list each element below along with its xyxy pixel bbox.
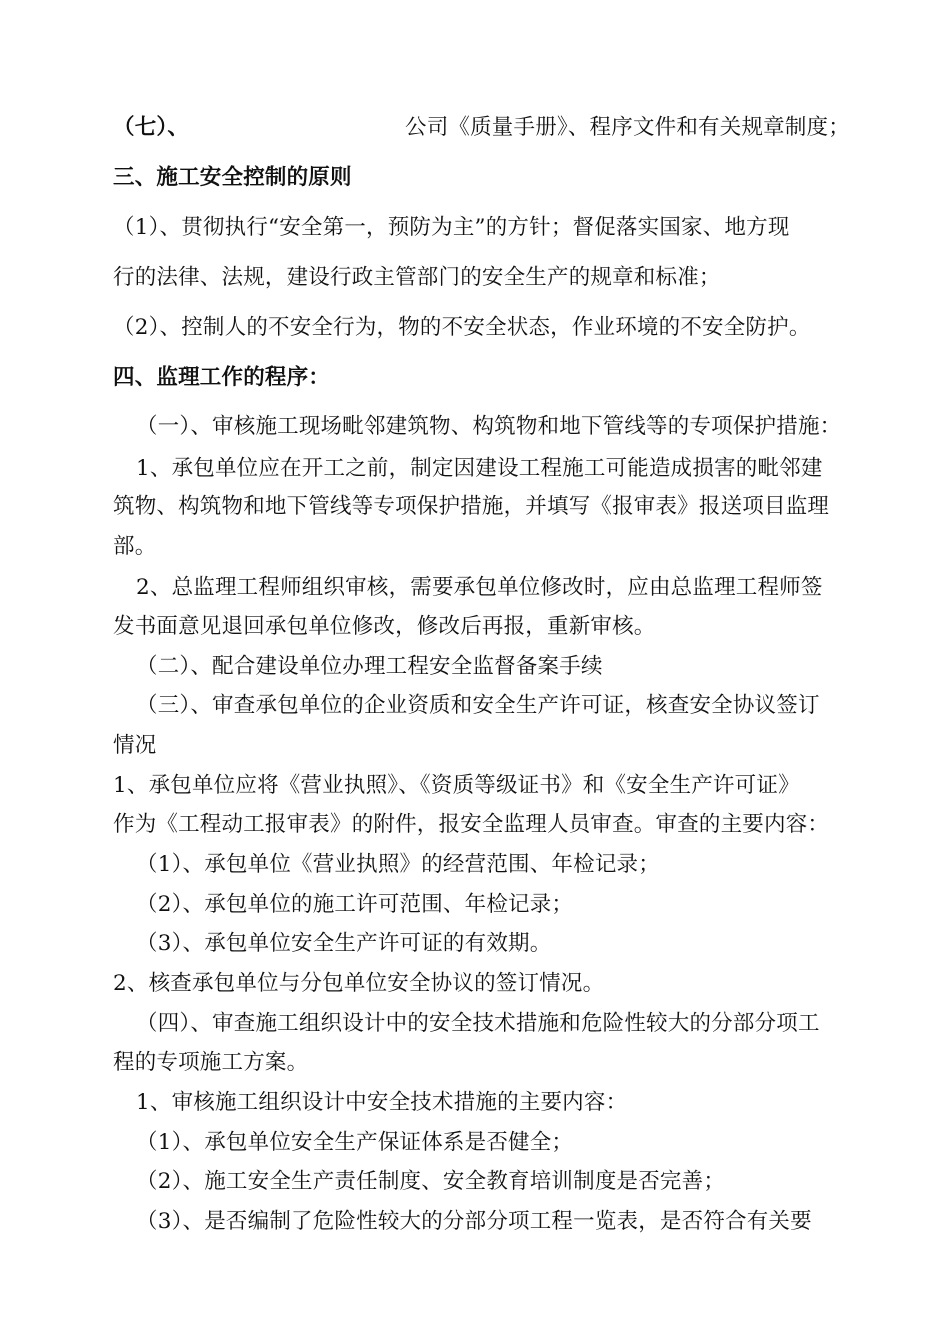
heading-supervision-procedure: 四、监理工作的程序：	[113, 365, 331, 390]
section-1-title: （一）、审核施工现场毗邻建筑物、构筑物和地下管线等的专项保护措施：	[136, 414, 842, 439]
section-4-item-1-sub-3: （3）、是否编制了危险性较大的分部分项工程一览表，是否符合有关要	[136, 1209, 812, 1234]
section-1-item-2-line-1: 2、总监理工程师组织审核，需要承包单位修改时，应由总监理工程师签	[136, 575, 823, 600]
section-2-title: （二）、配合建设单位办理工程安全监督备案手续	[136, 654, 603, 679]
section-4-title-line-1: （四）、审查施工组织设计中的安全技术措施和危险性较大的分部分项工	[136, 1011, 820, 1036]
item-7-label: （七）、	[113, 115, 190, 140]
section-1-item-1-line-1: 1、承包单位应在开工之前，制定因建设工程施工可能造成损害的毗邻建	[136, 456, 823, 481]
principle-2: （2）、控制人的不安全行为，物的不安全状态，作业环境的不安全防护。	[113, 315, 811, 340]
section-3-title-line-2: 情况	[113, 733, 157, 758]
heading-safety-principles: 三、施工安全控制的原则	[113, 165, 352, 190]
section-3-item-1-line-1: 1、承包单位应将《营业执照》、《资质等级证书》和《安全生产许可证》	[113, 773, 800, 798]
section-3-item-2: 2、核查承包单位与分包单位安全协议的签订情况。	[113, 971, 605, 996]
section-4-item-1-sub-1: （1）、承包单位安全生产保证体系是否健全；	[136, 1130, 574, 1155]
principle-1-line-1: （1）、贯彻执行“安全第一，预防为主”的方针；督促落实国家、地方现	[113, 215, 790, 240]
section-3-item-1-line-2: 作为《工程动工报审表》的附件，报安全监理人员审查。审查的主要内容：	[113, 812, 830, 837]
section-1-item-1-line-3: 部。	[113, 534, 157, 559]
section-3-item-1-sub-3: （3）、承包单位安全生产许可证的有效期。	[136, 931, 552, 956]
principle-1-line-2: 行的法律、法规，建设行政主管部门的安全生产的规章和标准；	[113, 265, 721, 290]
section-3-item-1-sub-1: （1）、承包单位《营业执照》的经营范围、年检记录；	[136, 852, 660, 877]
section-1-item-2-line-2: 发书面意见退回承包单位修改，修改后再报，重新审核。	[113, 614, 656, 639]
section-4-item-1: 1、审核施工组织设计中安全技术措施的主要内容：	[136, 1090, 628, 1115]
section-4-title-line-2: 程的专项施工方案。	[113, 1050, 309, 1075]
section-4-item-1-sub-2: （2）、施工安全生产责任制度、安全教育培训制度是否完善；	[136, 1169, 726, 1194]
section-1-item-1-line-2: 筑物、构筑物和地下管线等专项保护措施，并填写《报审表》报送项目监理	[113, 494, 830, 519]
item-7-text: 公司《质量手册》、程序文件和有关规章制度；	[405, 115, 850, 140]
section-3-item-1-sub-2: （2）、承包单位的施工许可范围、年检记录；	[136, 892, 574, 917]
section-3-title-line-1: （三）、审查承包单位的企业资质和安全生产许可证，核查安全协议签订	[136, 693, 820, 718]
